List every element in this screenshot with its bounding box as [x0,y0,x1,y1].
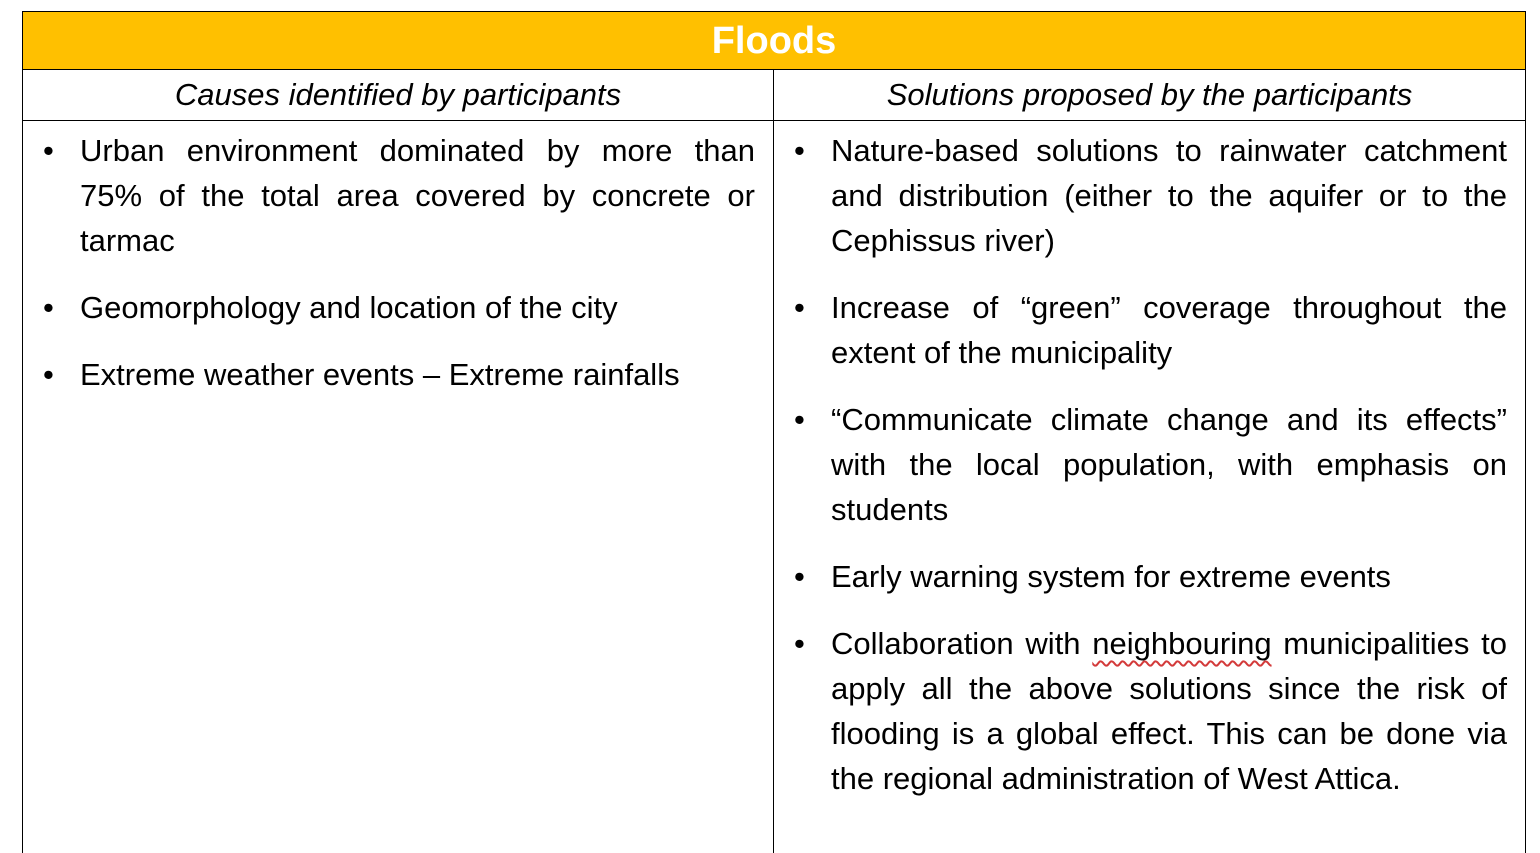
bullet-icon: • [794,626,805,661]
bullet-icon: • [794,402,805,437]
solution-text-collaboration [831,621,1507,801]
solution-text: Increase of “green” coverage throughout the extent of the municipality [831,290,1507,370]
cause-text: Extreme weather events – Extreme rainfalls [80,357,680,392]
list-item [43,128,755,263]
solution-text: Nature-based solutions to rainwater catchment and distribution (either to the aquifer or to the Cephissus river) [831,133,1507,258]
bullet-icon: • [794,290,805,325]
list-item [43,352,755,397]
cause-text: Urban environment dominated by more than 75% of the total area covered by concrete or tarmac [80,133,755,258]
solutions-list [774,121,1525,801]
causes-list [23,121,773,397]
list-item [794,621,1507,801]
solutions-cell [774,121,1525,853]
bullet-icon: • [794,559,805,594]
bullet-icon: • [43,357,54,392]
solution-text-part: Collaboration with [831,626,1093,661]
bullet-icon: • [43,290,54,325]
list-item [794,128,1507,263]
solution-text: Early warning system for extreme events [831,559,1391,594]
solution-text-part: municipalities to apply all the above solutions since the risk of flooding is a global effect. This can be done via the regional administration of West Attica. [831,626,1507,796]
list-item [794,554,1507,599]
causes-cell [23,121,774,853]
cause-text: Geomorphology and location of the city [80,290,618,325]
table-title: Floods [711,19,837,62]
bullet-icon: • [794,133,805,168]
table-header-row [23,70,1525,121]
list-item [794,285,1507,375]
spellcheck-flagged-word[interactable]: neighbouring [1092,626,1272,661]
list-item [43,285,755,330]
floods-table [22,11,1526,853]
table-title-row [23,12,1525,70]
table-body-row [23,121,1525,853]
header-causes: Causes identified by participants [23,70,774,120]
bullet-icon: • [43,133,54,168]
solution-text: “Communicate climate change and its effects” with the local population, with emphasis on students [831,402,1507,527]
header-solutions: Solutions proposed by the participants [886,77,1413,112]
list-item [794,397,1507,532]
